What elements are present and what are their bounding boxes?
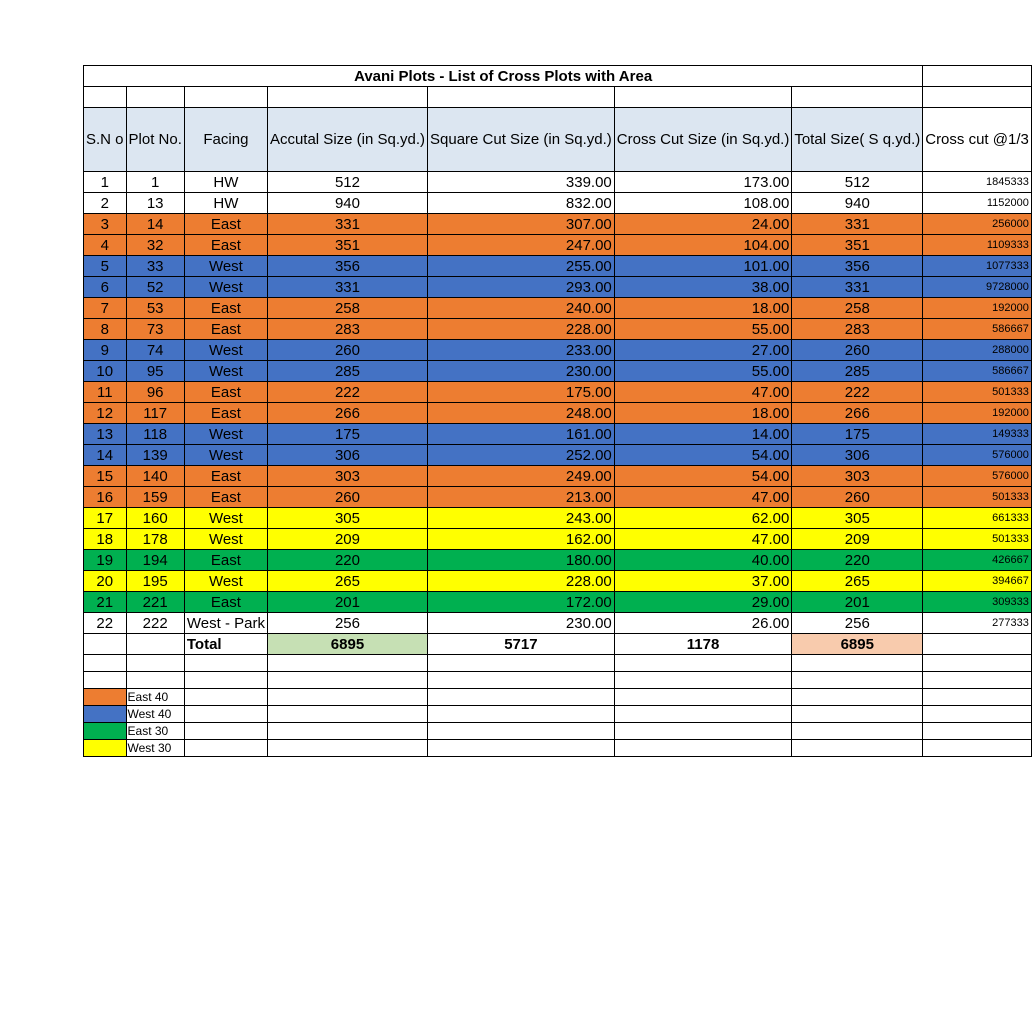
actual-size-cell: 209 [267, 529, 427, 550]
cross-cut-cell: 40.00 [614, 550, 792, 571]
cross-cut-third-cell: 9728000 [923, 277, 1032, 298]
empty-cell [126, 672, 184, 689]
sno-cell: 4 [84, 235, 127, 256]
cross-cut-third-cell: 256000 [923, 214, 1032, 235]
total-size-cell: 940 [792, 193, 923, 214]
cross-cut-third-cell: 192000 [923, 403, 1032, 424]
total-cross-cut: 1178 [614, 634, 792, 655]
empty-cell [126, 87, 184, 108]
cross-cut-third-cell: 661333 [923, 508, 1032, 529]
total-size-cell: 512 [792, 172, 923, 193]
empty-cell [428, 740, 615, 757]
facing-cell: East [184, 382, 267, 403]
empty-cell [428, 723, 615, 740]
sno-cell: 15 [84, 466, 127, 487]
cross-cut-cell: 29.00 [614, 592, 792, 613]
cross-cut-third-cell: 1077333 [923, 256, 1032, 277]
empty-cell [923, 689, 1032, 706]
facing-cell: HW [184, 172, 267, 193]
empty-cell [614, 655, 792, 672]
facing-cell: East [184, 550, 267, 571]
actual-size-cell: 356 [267, 256, 427, 277]
plot-no-cell: 118 [126, 424, 184, 445]
empty-cell [923, 706, 1032, 723]
table-row [84, 550, 1032, 571]
square-cut-cell: 339.00 [428, 172, 615, 193]
square-cut-cell: 832.00 [428, 193, 615, 214]
empty-cell [428, 672, 615, 689]
plot-no-cell: 32 [126, 235, 184, 256]
facing-cell: East [184, 298, 267, 319]
square-cut-cell: 162.00 [428, 529, 615, 550]
empty-cell [614, 672, 792, 689]
cross-cut-cell: 101.00 [614, 256, 792, 277]
cross-cut-cell: 55.00 [614, 361, 792, 382]
empty-cell [267, 740, 427, 757]
legend-label: West 40 [126, 706, 184, 723]
facing-cell: East [184, 487, 267, 508]
legend-swatch [84, 740, 127, 757]
empty-cell [792, 672, 923, 689]
header-plot: Plot No. [126, 108, 184, 172]
table-row [84, 319, 1032, 340]
total-row [84, 634, 1032, 655]
plot-no-cell: 194 [126, 550, 184, 571]
sno-cell: 7 [84, 298, 127, 319]
cross-cut-cell: 18.00 [614, 403, 792, 424]
plot-no-cell: 1 [126, 172, 184, 193]
actual-size-cell: 331 [267, 277, 427, 298]
total-size-cell: 356 [792, 256, 923, 277]
header-facing: Facing [184, 108, 267, 172]
empty-cell [184, 740, 267, 757]
empty-cell [923, 634, 1032, 655]
table-row [84, 235, 1032, 256]
square-cut-cell: 247.00 [428, 235, 615, 256]
empty-cell [923, 655, 1032, 672]
cross-cut-cell: 47.00 [614, 382, 792, 403]
cross-cut-cell: 47.00 [614, 529, 792, 550]
cross-cut-third-cell: 576000 [923, 445, 1032, 466]
total-size-cell: 285 [792, 361, 923, 382]
empty-cell [267, 655, 427, 672]
sno-cell: 2 [84, 193, 127, 214]
square-cut-cell: 228.00 [428, 571, 615, 592]
cross-cut-cell: 104.00 [614, 235, 792, 256]
legend-label: West 30 [126, 740, 184, 757]
square-cut-cell: 230.00 [428, 361, 615, 382]
cross-cut-cell: 24.00 [614, 214, 792, 235]
empty-cell [792, 723, 923, 740]
cross-cut-third-cell: 309333 [923, 592, 1032, 613]
total-size-cell: 305 [792, 508, 923, 529]
sno-cell: 13 [84, 424, 127, 445]
cross-cut-cell: 26.00 [614, 613, 792, 634]
legend-row [84, 706, 1032, 723]
empty-cell [184, 689, 267, 706]
sno-cell: 8 [84, 319, 127, 340]
plot-no-cell: 117 [126, 403, 184, 424]
actual-size-cell: 220 [267, 550, 427, 571]
table-row [84, 592, 1032, 613]
empty-cell [184, 706, 267, 723]
legend-swatch [84, 706, 127, 723]
legend-label: East 30 [126, 723, 184, 740]
total-square-cut: 5717 [428, 634, 615, 655]
table-row [84, 214, 1032, 235]
empty-cell [923, 87, 1032, 108]
cross-cut-third-cell: 149333 [923, 424, 1032, 445]
blank-row [84, 655, 1032, 672]
empty-cell [184, 672, 267, 689]
actual-size-cell: 266 [267, 403, 427, 424]
empty-cell [614, 723, 792, 740]
cross-cut-cell: 108.00 [614, 193, 792, 214]
actual-size-cell: 940 [267, 193, 427, 214]
square-cut-cell: 243.00 [428, 508, 615, 529]
table-row [84, 487, 1032, 508]
empty-cell [267, 672, 427, 689]
sno-cell: 11 [84, 382, 127, 403]
table-row [84, 571, 1032, 592]
plot-no-cell: 74 [126, 340, 184, 361]
total-total-size: 6895 [792, 634, 923, 655]
actual-size-cell: 351 [267, 235, 427, 256]
empty-cell [923, 740, 1032, 757]
plot-no-cell: 178 [126, 529, 184, 550]
facing-cell: West - Park [184, 613, 267, 634]
facing-cell: East [184, 466, 267, 487]
plot-no-cell: 160 [126, 508, 184, 529]
empty-cell [184, 723, 267, 740]
cross-cut-cell: 47.00 [614, 487, 792, 508]
square-cut-cell: 213.00 [428, 487, 615, 508]
empty-cell [126, 634, 184, 655]
actual-size-cell: 512 [267, 172, 427, 193]
facing-cell: West [184, 571, 267, 592]
sno-cell: 9 [84, 340, 127, 361]
cross-cut-third-cell: 576000 [923, 466, 1032, 487]
square-cut-cell: 233.00 [428, 340, 615, 361]
empty-cell [923, 66, 1032, 87]
sno-cell: 10 [84, 361, 127, 382]
total-size-cell: 201 [792, 592, 923, 613]
empty-cell [792, 706, 923, 723]
actual-size-cell: 306 [267, 445, 427, 466]
facing-cell: East [184, 403, 267, 424]
plot-no-cell: 139 [126, 445, 184, 466]
actual-size-cell: 303 [267, 466, 427, 487]
facing-cell: West [184, 529, 267, 550]
total-size-cell: 306 [792, 445, 923, 466]
square-cut-cell: 172.00 [428, 592, 615, 613]
plot-no-cell: 73 [126, 319, 184, 340]
actual-size-cell: 283 [267, 319, 427, 340]
plot-no-cell: 222 [126, 613, 184, 634]
legend-swatch [84, 723, 127, 740]
header-total-size: Total Size( S q.yd.) [792, 108, 923, 172]
actual-size-cell: 175 [267, 424, 427, 445]
sno-cell: 19 [84, 550, 127, 571]
header-sno: S.N o [84, 108, 127, 172]
sno-cell: 20 [84, 571, 127, 592]
cross-cut-cell: 54.00 [614, 466, 792, 487]
plot-no-cell: 96 [126, 382, 184, 403]
sheet-title: Avani Plots - List of Cross Plots with Area [84, 66, 923, 87]
table-row [84, 256, 1032, 277]
table-row [84, 340, 1032, 361]
cross-cut-cell: 14.00 [614, 424, 792, 445]
table-row [84, 445, 1032, 466]
cross-cut-cell: 38.00 [614, 277, 792, 298]
square-cut-cell: 249.00 [428, 466, 615, 487]
total-actual-size: 6895 [267, 634, 427, 655]
spacer-row [84, 87, 1032, 108]
facing-cell: East [184, 592, 267, 613]
square-cut-cell: 230.00 [428, 613, 615, 634]
cross-cut-cell: 55.00 [614, 319, 792, 340]
facing-cell: East [184, 214, 267, 235]
table-row [84, 403, 1032, 424]
empty-cell [614, 689, 792, 706]
total-size-cell: 258 [792, 298, 923, 319]
facing-cell: East [184, 235, 267, 256]
table-row [84, 193, 1032, 214]
sno-cell: 3 [84, 214, 127, 235]
total-size-cell: 222 [792, 382, 923, 403]
legend-row [84, 689, 1032, 706]
empty-cell [614, 740, 792, 757]
cross-cut-third-cell: 586667 [923, 361, 1032, 382]
empty-cell [614, 87, 792, 108]
facing-cell: West [184, 361, 267, 382]
empty-cell [126, 655, 184, 672]
table-row [84, 508, 1032, 529]
empty-cell [84, 87, 127, 108]
actual-size-cell: 260 [267, 340, 427, 361]
total-size-cell: 266 [792, 403, 923, 424]
cross-cut-third-cell: 1845333 [923, 172, 1032, 193]
legend-label: East 40 [126, 689, 184, 706]
blank-row [84, 672, 1032, 689]
sno-cell: 6 [84, 277, 127, 298]
square-cut-cell: 161.00 [428, 424, 615, 445]
empty-cell [923, 723, 1032, 740]
empty-cell [428, 689, 615, 706]
empty-cell [923, 672, 1032, 689]
facing-cell: HW [184, 193, 267, 214]
table-row [84, 298, 1032, 319]
empty-cell [792, 655, 923, 672]
cross-cut-third-cell: 192000 [923, 298, 1032, 319]
actual-size-cell: 201 [267, 592, 427, 613]
empty-cell [184, 655, 267, 672]
empty-cell [267, 689, 427, 706]
cross-cut-third-cell: 1152000 [923, 193, 1032, 214]
cross-cut-third-cell: 501333 [923, 487, 1032, 508]
cross-cut-third-cell: 288000 [923, 340, 1032, 361]
square-cut-cell: 228.00 [428, 319, 615, 340]
facing-cell: West [184, 277, 267, 298]
sno-cell: 22 [84, 613, 127, 634]
cross-cut-third-cell: 501333 [923, 382, 1032, 403]
empty-cell [267, 723, 427, 740]
table-row [84, 529, 1032, 550]
sno-cell: 21 [84, 592, 127, 613]
total-size-cell: 175 [792, 424, 923, 445]
square-cut-cell: 248.00 [428, 403, 615, 424]
title-row [84, 66, 1032, 87]
facing-cell: West [184, 256, 267, 277]
total-size-cell: 331 [792, 214, 923, 235]
actual-size-cell: 265 [267, 571, 427, 592]
empty-cell [84, 672, 127, 689]
plot-no-cell: 52 [126, 277, 184, 298]
square-cut-cell: 175.00 [428, 382, 615, 403]
sno-cell: 16 [84, 487, 127, 508]
total-label: Total [184, 634, 267, 655]
total-size-cell: 260 [792, 340, 923, 361]
cross-cut-third-cell: 426667 [923, 550, 1032, 571]
empty-cell [428, 655, 615, 672]
cross-cut-cell: 62.00 [614, 508, 792, 529]
table-row [84, 361, 1032, 382]
empty-cell [267, 706, 427, 723]
table-row [84, 172, 1032, 193]
empty-cell [267, 87, 427, 108]
total-size-cell: 303 [792, 466, 923, 487]
total-size-cell: 265 [792, 571, 923, 592]
plot-no-cell: 14 [126, 214, 184, 235]
actual-size-cell: 256 [267, 613, 427, 634]
plot-no-cell: 33 [126, 256, 184, 277]
sno-cell: 1 [84, 172, 127, 193]
actual-size-cell: 222 [267, 382, 427, 403]
total-size-cell: 283 [792, 319, 923, 340]
facing-cell: East [184, 319, 267, 340]
cross-cut-third-cell: 501333 [923, 529, 1032, 550]
cross-plots-sheet [83, 65, 1032, 757]
table-row [84, 613, 1032, 634]
plot-no-cell: 159 [126, 487, 184, 508]
sno-cell: 5 [84, 256, 127, 277]
square-cut-cell: 293.00 [428, 277, 615, 298]
cross-cut-third-cell: 277333 [923, 613, 1032, 634]
cross-cut-third-cell: 1109333 [923, 235, 1032, 256]
actual-size-cell: 260 [267, 487, 427, 508]
table-row [84, 424, 1032, 445]
sno-cell: 14 [84, 445, 127, 466]
cross-cut-cell: 173.00 [614, 172, 792, 193]
facing-cell: West [184, 508, 267, 529]
cross-cut-cell: 18.00 [614, 298, 792, 319]
total-size-cell: 209 [792, 529, 923, 550]
empty-cell [84, 655, 127, 672]
actual-size-cell: 331 [267, 214, 427, 235]
cross-cut-cell: 27.00 [614, 340, 792, 361]
facing-cell: West [184, 340, 267, 361]
total-size-cell: 220 [792, 550, 923, 571]
empty-cell [84, 634, 127, 655]
cross-cut-third-cell: 586667 [923, 319, 1032, 340]
sno-cell: 18 [84, 529, 127, 550]
total-size-cell: 331 [792, 277, 923, 298]
empty-cell [792, 87, 923, 108]
empty-cell [614, 706, 792, 723]
total-size-cell: 260 [792, 487, 923, 508]
facing-cell: West [184, 424, 267, 445]
empty-cell [792, 689, 923, 706]
plot-no-cell: 140 [126, 466, 184, 487]
square-cut-cell: 180.00 [428, 550, 615, 571]
legend-row [84, 740, 1032, 757]
legend-row [84, 723, 1032, 740]
plot-no-cell: 53 [126, 298, 184, 319]
plot-no-cell: 221 [126, 592, 184, 613]
actual-size-cell: 305 [267, 508, 427, 529]
header-cross-cut: Cross Cut Size (in Sq.yd.) [614, 108, 792, 172]
cross-cut-cell: 54.00 [614, 445, 792, 466]
sno-cell: 12 [84, 403, 127, 424]
plot-no-cell: 195 [126, 571, 184, 592]
sno-cell: 17 [84, 508, 127, 529]
square-cut-cell: 255.00 [428, 256, 615, 277]
header-square-cut: Square Cut Size (in Sq.yd.) [428, 108, 615, 172]
square-cut-cell: 307.00 [428, 214, 615, 235]
empty-cell [184, 87, 267, 108]
empty-cell [428, 87, 615, 108]
plot-no-cell: 13 [126, 193, 184, 214]
table-row [84, 382, 1032, 403]
cross-cut-third-cell: 394667 [923, 571, 1032, 592]
cross-cut-cell: 37.00 [614, 571, 792, 592]
table-row [84, 277, 1032, 298]
header-row [84, 108, 1032, 172]
empty-cell [792, 740, 923, 757]
square-cut-cell: 252.00 [428, 445, 615, 466]
total-size-cell: 256 [792, 613, 923, 634]
empty-cell [428, 706, 615, 723]
actual-size-cell: 258 [267, 298, 427, 319]
actual-size-cell: 285 [267, 361, 427, 382]
total-size-cell: 351 [792, 235, 923, 256]
header-actual-size: Accutal Size (in Sq.yd.) [267, 108, 427, 172]
square-cut-cell: 240.00 [428, 298, 615, 319]
table-row [84, 466, 1032, 487]
header-cross-cut-third: Cross cut @1/3 [923, 108, 1032, 172]
legend-swatch [84, 689, 127, 706]
facing-cell: West [184, 445, 267, 466]
plot-no-cell: 95 [126, 361, 184, 382]
